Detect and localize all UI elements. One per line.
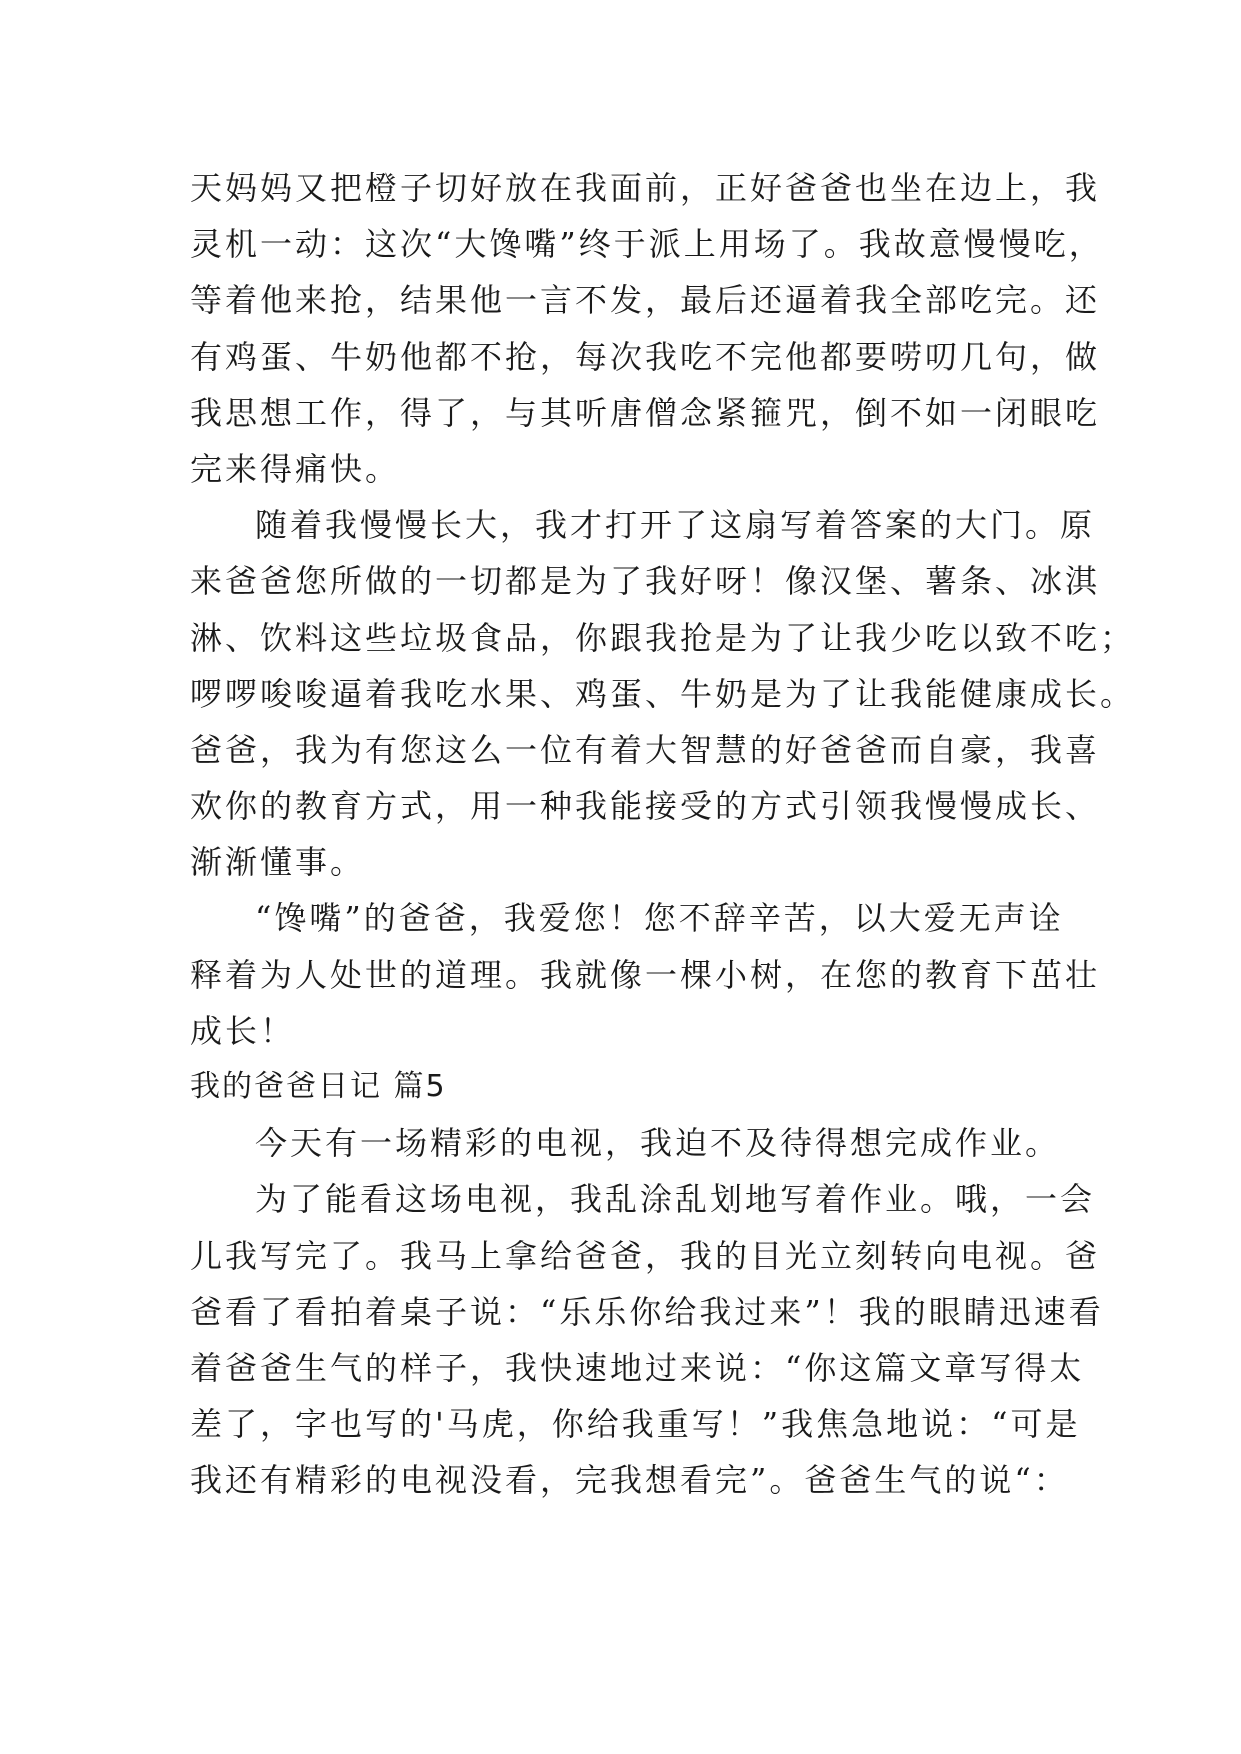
text-line: 爸看了看拍着桌子说：“乐乐你给我过来”！我的眼睛迅速看 [190,1292,1104,1331]
text-line: 等着他来抢，结果他一言不发，最后还逼着我全部吃完。还 [190,281,1101,320]
text-line: 来爸爸您所做的一切都是为了我好呀！像汉堡、薯条、冰淇 [190,562,1101,601]
text-line: 灵机一动：这次“大馋嘴”终于派上用场了。我故意慢慢吃， [190,225,1104,264]
section-heading: 我的爸爸日记 篇5 [190,1069,447,1104]
paragraph-first-line: 随着我慢慢长大，我才打开了这扇写着答案的大门。原 [255,506,1096,545]
text-line: 淋、饮料这些垃圾食品，你跟我抢是为了让我少吃以致不吃； [190,618,1136,657]
text-line: 完来得痛快。 [190,449,401,488]
paragraph-first-line: 今天有一场精彩的电视，我迫不及待得想完成作业。 [255,1124,1061,1163]
text-line: 有鸡蛋、牛奶他都不抢，每次我吃不完他都要唠叨几句，做 [190,337,1101,376]
text-line: 天妈妈又把橙子切好放在我面前，正好爸爸也坐在边上，我 [190,169,1101,207]
text-line: 释着为人处世的道理。我就像一棵小树，在您的教育下茁壮 [190,955,1101,994]
text-line: 我思想工作，得了，与其听唐僧念紧箍咒，倒不如一闭眼吃 [190,393,1101,432]
paragraph-first-line: 为了能看这场电视，我乱涂乱划地写着作业。哦，一会 [255,1180,1096,1219]
text-line: 儿我写完了。我马上拿给爸爸，我的目光立刻转向电视。爸 [190,1236,1101,1275]
document-body [190,160,1136,1509]
text-line: 差了，字也写的'马虎，你给我重写！”我焦急地说：“可是 [190,1405,1081,1444]
paragraph-first-line: “馋嘴”的爸爸，我爱您！您不辞辛苦，以大爱无声诠 [255,899,1064,938]
text-line: 渐渐懂事。 [190,843,366,882]
text-line: 啰啰唆唆逼着我吃水果、鸡蛋、牛奶是为了让我能健康成长。 [190,674,1136,713]
text-line: 着爸爸生气的样子，我快速地过来说：“你这篇文章写得太 [190,1348,1085,1387]
text-line: 我还有精彩的电视没看，完我想看完”。爸爸生气的说“： [190,1461,1069,1500]
text-line: 爸爸，我为有您这么一位有着大智慧的好爸爸而自豪，我喜 [190,730,1101,769]
text-line: 欢你的教育方式，用一种我能接受的方式引领我慢慢成长、 [190,787,1101,826]
text-line: 成长！ [190,1011,296,1050]
